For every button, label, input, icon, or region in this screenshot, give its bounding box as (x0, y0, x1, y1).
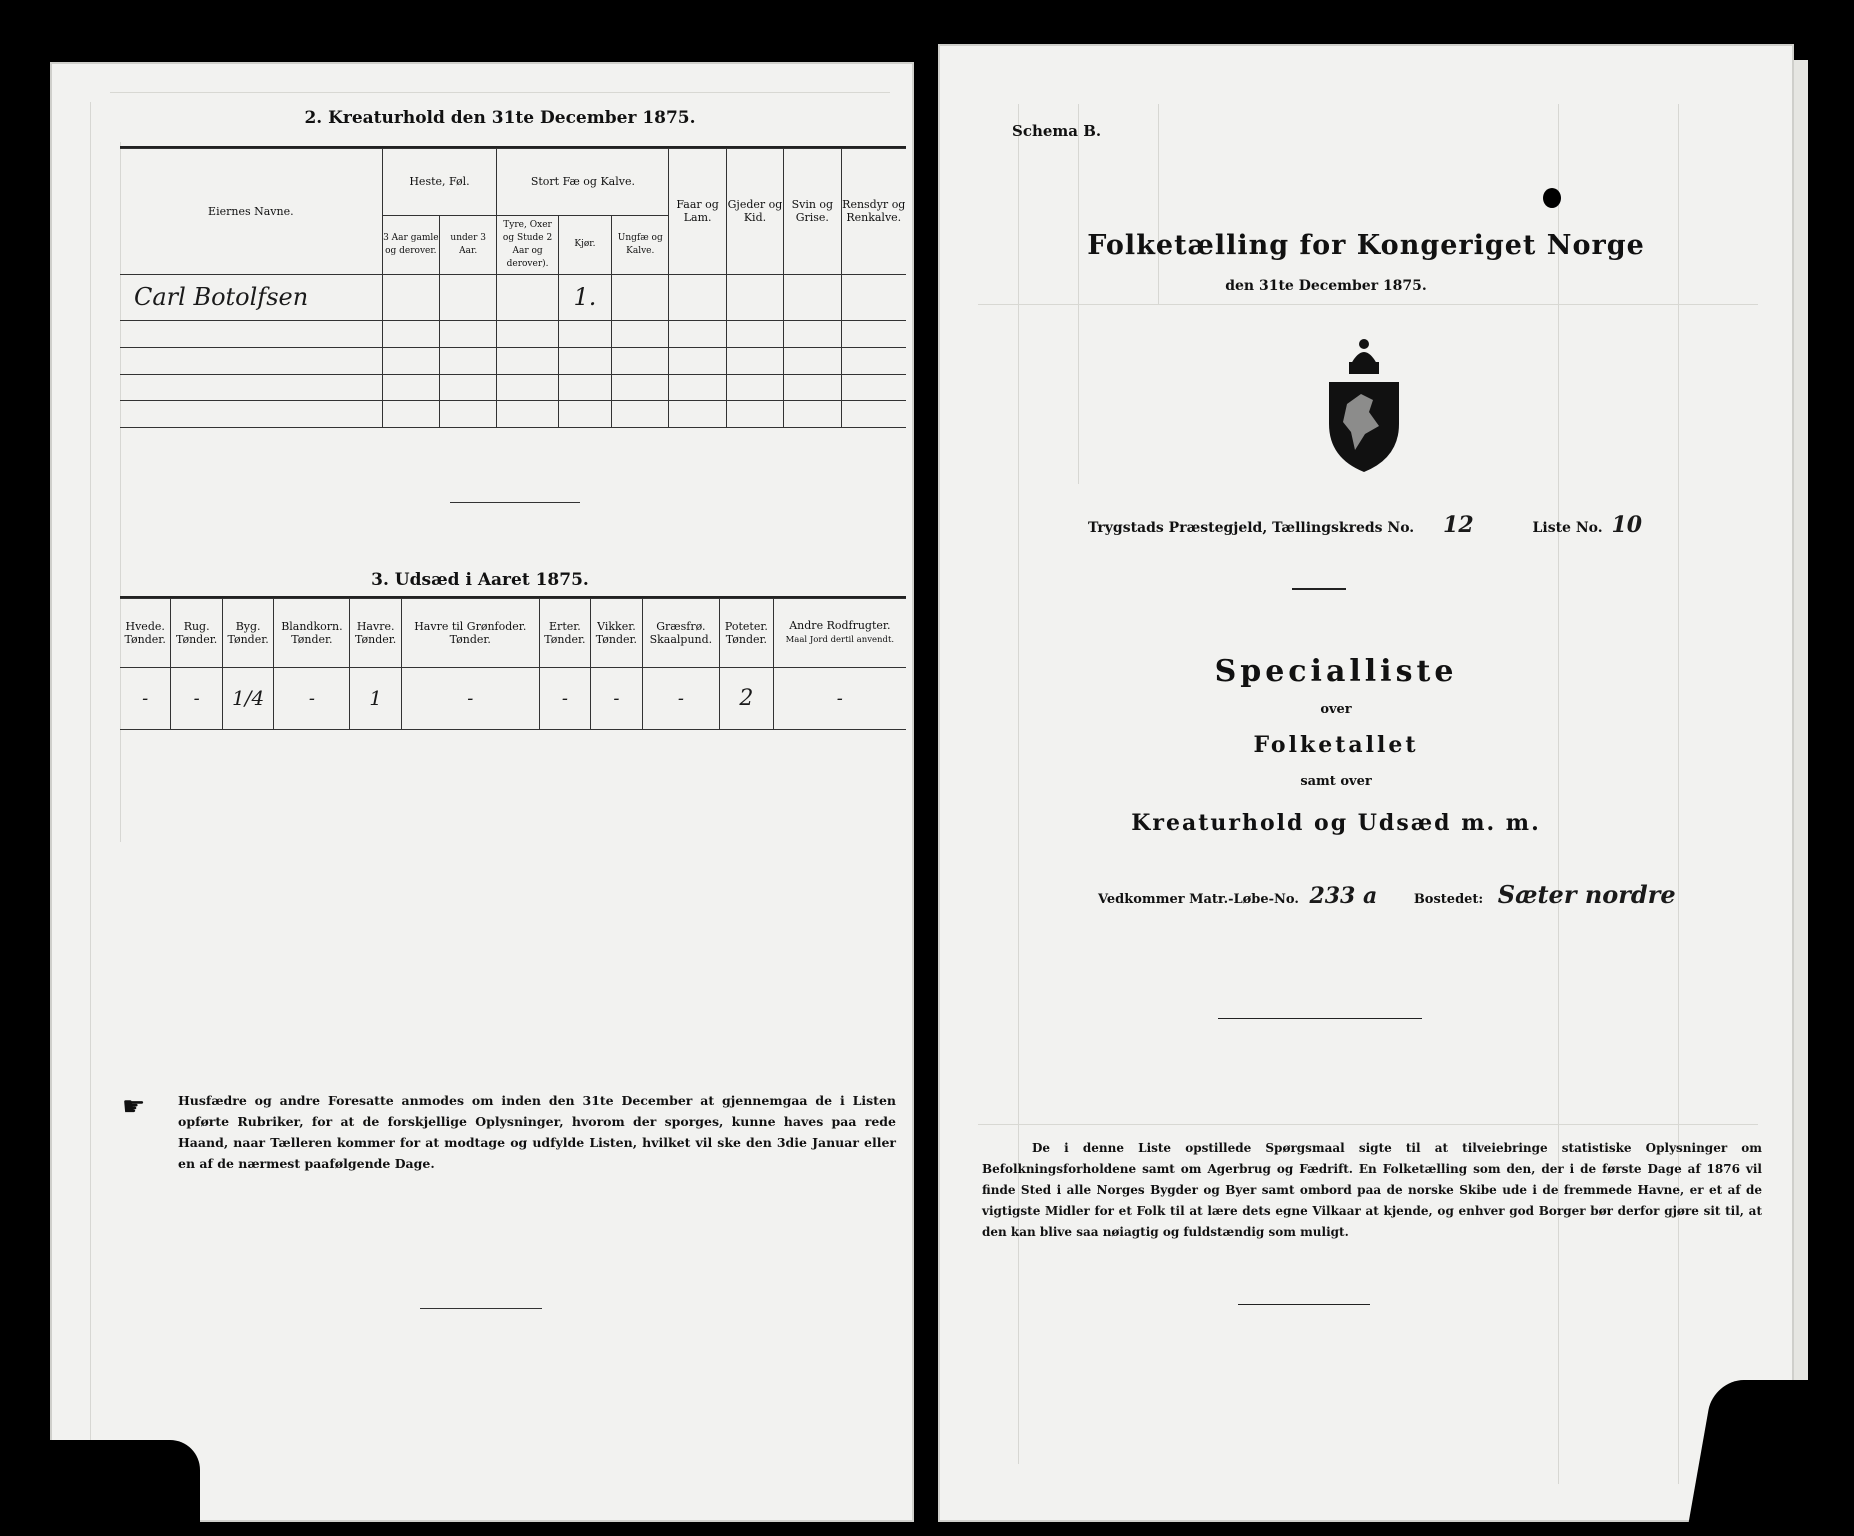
reindeer-header: Rensdyr og Renkalve. (841, 149, 906, 275)
cows-count: 1. (558, 274, 611, 321)
seed-header-rye: Rug. Tønder. (171, 599, 223, 668)
divider (1292, 588, 1346, 590)
horses-sub1: 3 Aar gamle og derover. (382, 215, 439, 274)
seed-header-barley: Byg. Tønder. (222, 599, 274, 668)
page-edges (1794, 60, 1808, 1520)
seed-value: - (642, 667, 719, 729)
seed-value: - (773, 667, 906, 729)
district-line (1088, 512, 1642, 538)
seed-header-potatoes: Poteter. Tønder. (720, 599, 774, 668)
cattle-sub1: Tyre, Oxer og Stude 2 Aar og derover). (497, 215, 558, 274)
census-date: den 31te December 1875. (1225, 278, 1427, 294)
list-label: Liste No. (1532, 520, 1603, 536)
cattle-sub3: Ungfæ og Kalve. (612, 215, 669, 274)
folketallet-heading: Folketallet (1253, 732, 1419, 758)
schema-label: Schema B. (1012, 122, 1102, 140)
table-row (120, 274, 906, 321)
seed-header-oats: Havre. Tønder. (350, 599, 402, 668)
specialliste-heading: Specialliste (1214, 654, 1458, 689)
list-no: 10 (1611, 512, 1643, 538)
seed-header-roots: Andre Rodfrugter. Maal Jord dertil anvendt. (773, 599, 906, 668)
seed-table (120, 598, 906, 730)
pigs-header: Svin og Grise. (784, 149, 841, 275)
samt-over-text: samt over (1300, 774, 1372, 789)
divider (1218, 1018, 1422, 1019)
divider (1238, 1304, 1370, 1305)
bosted-label: Bostedet: (1413, 892, 1484, 907)
seed-value: 2 (720, 667, 774, 729)
cattle-header: Stort Fæ og Kalve. (497, 149, 669, 216)
seed-header-peas: Erter. Tønder. (539, 599, 591, 668)
corner-tab (0, 1440, 200, 1536)
district-no: 12 (1443, 512, 1474, 538)
livestock-title: 2. Kreaturhold den 31te December 1875. (304, 108, 696, 128)
main-title: Folketælling for Kongeriget Norge (1087, 230, 1645, 261)
seed-value: - (401, 667, 539, 729)
seed-value: - (171, 667, 223, 729)
matrikkel-line (1098, 880, 1676, 909)
right-page (938, 44, 1794, 1522)
seed-title: 3. Udsæd i Aaret 1875. (371, 570, 589, 590)
pointing-hand-icon: ☛ (122, 1092, 146, 1122)
seed-value: - (539, 667, 591, 729)
matr-no: 233 a (1309, 883, 1378, 909)
cattle-sub2: Kjør. (558, 215, 611, 274)
kreaturhold-heading: Kreaturhold og Udsæd m. m. (1131, 810, 1541, 836)
seed-header-green-oats: Havre til Grønfoder. Tønder. (401, 599, 539, 668)
seed-values-row (120, 667, 906, 729)
divider (450, 502, 580, 503)
over-text: over (1320, 702, 1352, 717)
coat-of-arms-icon (1321, 334, 1407, 474)
purpose-paragraph: De i denne Liste opstillede Spørgsmaal sigte til at tilveiebringe statistiske Oplysninger om Befolkningsforholdene samt om Agerbrug og Fædrift. En Folketælling som den, der i de første Dage af 1876 vil finde Sted i alle Norges Bygder og Byer samt ombord paa de norske Skibe ude i de fremmede Havne, er et af de vigtigste Midler for et Folk til at lære dets egne Vilkaar at kjende, og enhver god Borger bør derfor gjøre sit til, at den kan blive saa nøiagtig og fuldstændig som muligt. (982, 1141, 1762, 1239)
goats-header: Gjeder og Kid. (726, 149, 783, 275)
left-page (50, 62, 914, 1522)
bosted-value: Sæter nordre (1497, 880, 1676, 909)
seed-value: 1 (350, 667, 402, 729)
seed-header-vetch: Vikker. Tønder. (591, 599, 643, 668)
parish-label: Trygstads Præstegjeld, Tællingskreds No. (1088, 520, 1415, 536)
livestock-table (120, 148, 906, 428)
horses-header: Heste, Føl. (382, 149, 497, 216)
horses-sub2: under 3 Aar. (440, 215, 497, 274)
seed-header-wheat: Hvede. Tønder. (120, 599, 171, 668)
matr-label: Vedkommer Matr.-Løbe-No. (1098, 892, 1299, 907)
owner-name: Carl Botolfsen (120, 274, 382, 321)
corner-tab (1686, 1380, 1854, 1536)
owner-header: Eiernes Navne. (120, 149, 382, 275)
divider (420, 1308, 542, 1309)
sheep-header: Faar og Lam. (669, 149, 726, 275)
instructions-note: Husfædre og andre Foresatte anmodes om inden den 31te December at gjennemgaa de i Listen opførte Rubriker, for at de forskjellige Oplysninger, hvorom der sporges, kunne haves paa rede Haand, naar Tælleren kommer for at modtage og udfylde Listen, hvilket vil ske den 3die Januar eller en af de nærmest paafølgende Dage. (178, 1093, 896, 1171)
seed-value: 1/4 (222, 667, 274, 729)
ink-spot (1543, 188, 1561, 208)
seed-header-grass: Græsfrø. Skaalpund. (642, 599, 719, 668)
seed-value: - (120, 667, 171, 729)
seed-header-mixed: Blandkorn. Tønder. (274, 599, 350, 668)
seed-value: - (274, 667, 350, 729)
seed-value: - (591, 667, 643, 729)
